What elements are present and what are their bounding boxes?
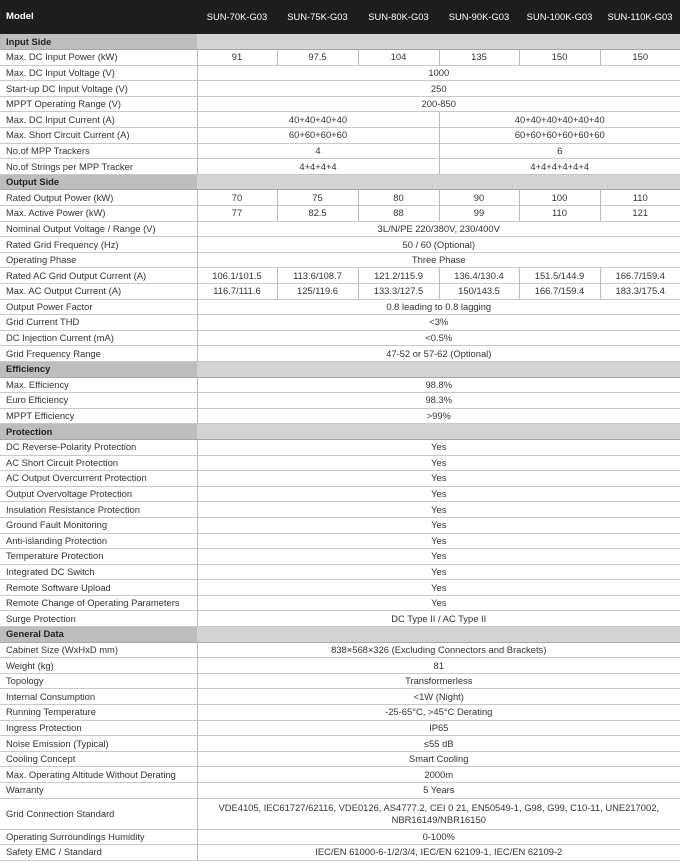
spec-label: Rated Grid Frequency (Hz) [0,237,197,253]
header-row [0,0,680,34]
spec-value: >99% [197,408,680,424]
spec-value: Transformerless [197,673,680,689]
spec-row [0,595,680,611]
spec-value: IP65 [197,720,680,736]
spec-label: Max. DC Input Current (A) [0,112,197,128]
spec-value: 106.1/101.5 [197,268,277,284]
section-title: Input Side [0,34,197,50]
spec-label: Nominal Output Voltage / Range (V) [0,221,197,237]
model-name: SUN-70K-G03 [197,0,277,34]
spec-label: Grid Frequency Range [0,346,197,362]
spec-label: Anti-islanding Protection [0,533,197,549]
spec-row [0,517,680,533]
spec-row [0,408,680,424]
section-fill [197,34,680,50]
spec-value: Yes [197,486,680,502]
spec-label: Operating Phase [0,252,197,268]
spec-label: Operating Surroundings Humidity [0,829,197,845]
spec-value: Yes [197,533,680,549]
spec-value: 1000 [197,65,680,81]
spec-row [0,580,680,596]
spec-value: 151.5/144.9 [519,268,600,284]
spec-row [0,736,680,752]
spec-label: AC Output Overcurrent Protection [0,471,197,487]
spec-label: No.of Strings per MPP Tracker [0,159,197,175]
spec-row [0,50,680,66]
spec-value: 81 [197,658,680,674]
spec-row [0,471,680,487]
spec-row [0,611,680,627]
section-title: General Data [0,627,197,643]
spec-row [0,268,680,284]
spec-row [0,143,680,159]
model-name: SUN-90K-G03 [439,0,519,34]
spec-value: 136.4/130.4 [439,268,519,284]
spec-value: 60+60+60+60+60+60 [439,128,680,144]
spec-value: 99 [439,206,519,222]
spec-value: 0-100% [197,829,680,845]
spec-label: Temperature Protection [0,549,197,565]
spec-value: 125/119.6 [277,284,358,300]
spec-label: Ground Fault Monitoring [0,517,197,533]
spec-row [0,845,680,861]
spec-row [0,798,680,829]
spec-label: MPPT Operating Range (V) [0,96,197,112]
spec-label: Output Overvoltage Protection [0,486,197,502]
spec-row [0,642,680,658]
spec-row [0,221,680,237]
spec-value: 98.3% [197,393,680,409]
spec-row [0,159,680,175]
spec-value: 97.5 [277,50,358,66]
spec-row [0,455,680,471]
spec-label: Max. Short Circuit Current (A) [0,128,197,144]
spec-label: Max. Operating Altitude Without Derating [0,767,197,783]
spec-value: 77 [197,206,277,222]
spec-value: 121.2/115.9 [358,268,439,284]
spec-label: DC Injection Current (mA) [0,330,197,346]
spec-row [0,377,680,393]
spec-row [0,393,680,409]
spec-value: 98.8% [197,377,680,393]
spec-value: 40+40+40+40 [197,112,439,128]
spec-row [0,112,680,128]
spec-label: Running Temperature [0,705,197,721]
spec-label: Max. AC Output Current (A) [0,284,197,300]
section-fill [197,424,680,440]
spec-value: 91 [197,50,277,66]
spec-value: <0.5% [197,330,680,346]
spec-label: Output Power Factor [0,299,197,315]
spec-row [0,237,680,253]
spec-label: Max. DC Input Power (kW) [0,50,197,66]
spec-row [0,767,680,783]
spec-value: Smart Cooling [197,751,680,767]
model-name: SUN-100K-G03 [519,0,600,34]
spec-value: 4+4+4+4 [197,159,439,175]
spec-row [0,783,680,799]
spec-row [0,502,680,518]
spec-value: 166.7/159.4 [600,268,680,284]
spec-label: Surge Protection [0,611,197,627]
spec-value: Yes [197,471,680,487]
spec-value: 5 Years [197,783,680,799]
spec-value: 60+60+60+60 [197,128,439,144]
spec-label: Max. Efficiency [0,377,197,393]
spec-value: Yes [197,564,680,580]
spec-value: 100 [519,190,600,206]
spec-row [0,705,680,721]
spec-row [0,330,680,346]
spec-value: 200-850 [197,96,680,112]
spec-value: 4+4+4+4+4+4 [439,159,680,175]
spec-label: Rated Output Power (kW) [0,190,197,206]
spec-value: 133.3/127.5 [358,284,439,300]
section-header [0,34,680,50]
spec-value: 6 [439,143,680,159]
spec-row [0,315,680,331]
spec-value: <1W (Night) [197,689,680,705]
spec-value: Yes [197,439,680,455]
spec-row [0,81,680,97]
spec-label: Noise Emission (Typical) [0,736,197,752]
spec-label: Grid Current THD [0,315,197,331]
spec-label: MPPT Efficiency [0,408,197,424]
spec-label: Max. Active Power (kW) [0,206,197,222]
spec-row [0,299,680,315]
spec-value: ≤55 dB [197,736,680,752]
spec-value: 82.5 [277,206,358,222]
section-title: Efficiency [0,361,197,377]
spec-value: 50 / 60 (Optional) [197,237,680,253]
spec-value: 75 [277,190,358,206]
section-title: Output Side [0,174,197,190]
spec-label: Topology [0,673,197,689]
spec-value: <3% [197,315,680,331]
spec-label: Warranty [0,783,197,799]
spec-row [0,673,680,689]
model-name: SUN-110K-G03 [600,0,680,34]
section-header [0,424,680,440]
spec-row [0,96,680,112]
spec-row [0,486,680,502]
spec-value: IEC/EN 61000-6-1/2/3/4, IEC/EN 62109-1, IEC/EN 62109-2 [197,845,680,861]
spec-value: 0.8 leading to 0.8 lagging [197,299,680,315]
spec-value: 40+40+40+40+40+40 [439,112,680,128]
section-fill [197,361,680,377]
spec-value: Three Phase [197,252,680,268]
spec-label: No.of MPP Trackers [0,143,197,159]
spec-row [0,252,680,268]
section-header [0,174,680,190]
spec-value: Yes [197,502,680,518]
model-label: Model [0,0,197,34]
spec-value: 150/143.5 [439,284,519,300]
section-title: Protection [0,424,197,440]
spec-value: 110 [600,190,680,206]
spec-label: Internal Consumption [0,689,197,705]
spec-row [0,689,680,705]
spec-row [0,549,680,565]
spec-label: AC Short Circuit Protection [0,455,197,471]
spec-row [0,720,680,736]
spec-value: -25-65°C, >45°C Derating [197,705,680,721]
spec-row [0,751,680,767]
spec-value: 116.7/111.6 [197,284,277,300]
spec-label: DC Reverse-Polarity Protection [0,439,197,455]
spec-label: Insulation Resistance Protection [0,502,197,518]
spec-label: Integrated DC Switch [0,564,197,580]
spec-value: 80 [358,190,439,206]
spec-value: 47-52 or 57-62 (Optional) [197,346,680,362]
spec-value: 150 [600,50,680,66]
section-fill [197,174,680,190]
spec-label: Weight (kg) [0,658,197,674]
spec-value: 70 [197,190,277,206]
spec-label: Euro Efficiency [0,393,197,409]
spec-value: Yes [197,595,680,611]
section-header [0,361,680,377]
spec-value: 113.6/108.7 [277,268,358,284]
spec-row [0,206,680,222]
spec-value: 2000m [197,767,680,783]
spec-value: 183.3/175.4 [600,284,680,300]
spec-value: 3L/N/PE 220/380V, 230/400V [197,221,680,237]
spec-value: Yes [197,517,680,533]
spec-value: Yes [197,549,680,565]
spec-label: Remote Change of Operating Parameters [0,595,197,611]
model-name: SUN-80K-G03 [358,0,439,34]
spec-row [0,128,680,144]
spec-row [0,829,680,845]
spec-label: Start-up DC Input Voltage (V) [0,81,197,97]
spec-row [0,190,680,206]
spec-label: Cabinet Size (WxHxD mm) [0,642,197,658]
spec-row [0,564,680,580]
spec-label: Rated AC Grid Output Current (A) [0,268,197,284]
spec-label: Remote Software Upload [0,580,197,596]
spec-value: Yes [197,455,680,471]
spec-value: 150 [519,50,600,66]
spec-value: 166.7/159.4 [519,284,600,300]
spec-value: 4 [197,143,439,159]
spec-value: Yes [197,580,680,596]
spec-value: DC Type II / AC Type II [197,611,680,627]
spec-row [0,533,680,549]
spec-row [0,346,680,362]
spec-row [0,65,680,81]
spec-label: Max. DC Input Voltage (V) [0,65,197,81]
section-header [0,627,680,643]
spec-value: 250 [197,81,680,97]
section-fill [197,627,680,643]
spec-value: 88 [358,206,439,222]
spec-row [0,439,680,455]
spec-label: Cooling Concept [0,751,197,767]
spec-row [0,284,680,300]
spec-label: Ingress Protection [0,720,197,736]
model-name: SUN-75K-G03 [277,0,358,34]
spec-value: 838×568×326 (Excluding Connectors and Brackets) [197,642,680,658]
spec-value: 110 [519,206,600,222]
spec-value: 90 [439,190,519,206]
spec-value: VDE4105, IEC61727/62116, VDE0126, AS4777.2, CEI 0 21, EN50549-1, G98, G99, C10-11, UNE217002, NBR16149/NBR16150 [197,798,680,829]
spec-label: Grid Connection Standard [0,798,197,829]
spec-label: Safety EMC / Standard [0,845,197,861]
spec-value: 121 [600,206,680,222]
spec-value: 135 [439,50,519,66]
spec-row [0,658,680,674]
spec-value: 104 [358,50,439,66]
